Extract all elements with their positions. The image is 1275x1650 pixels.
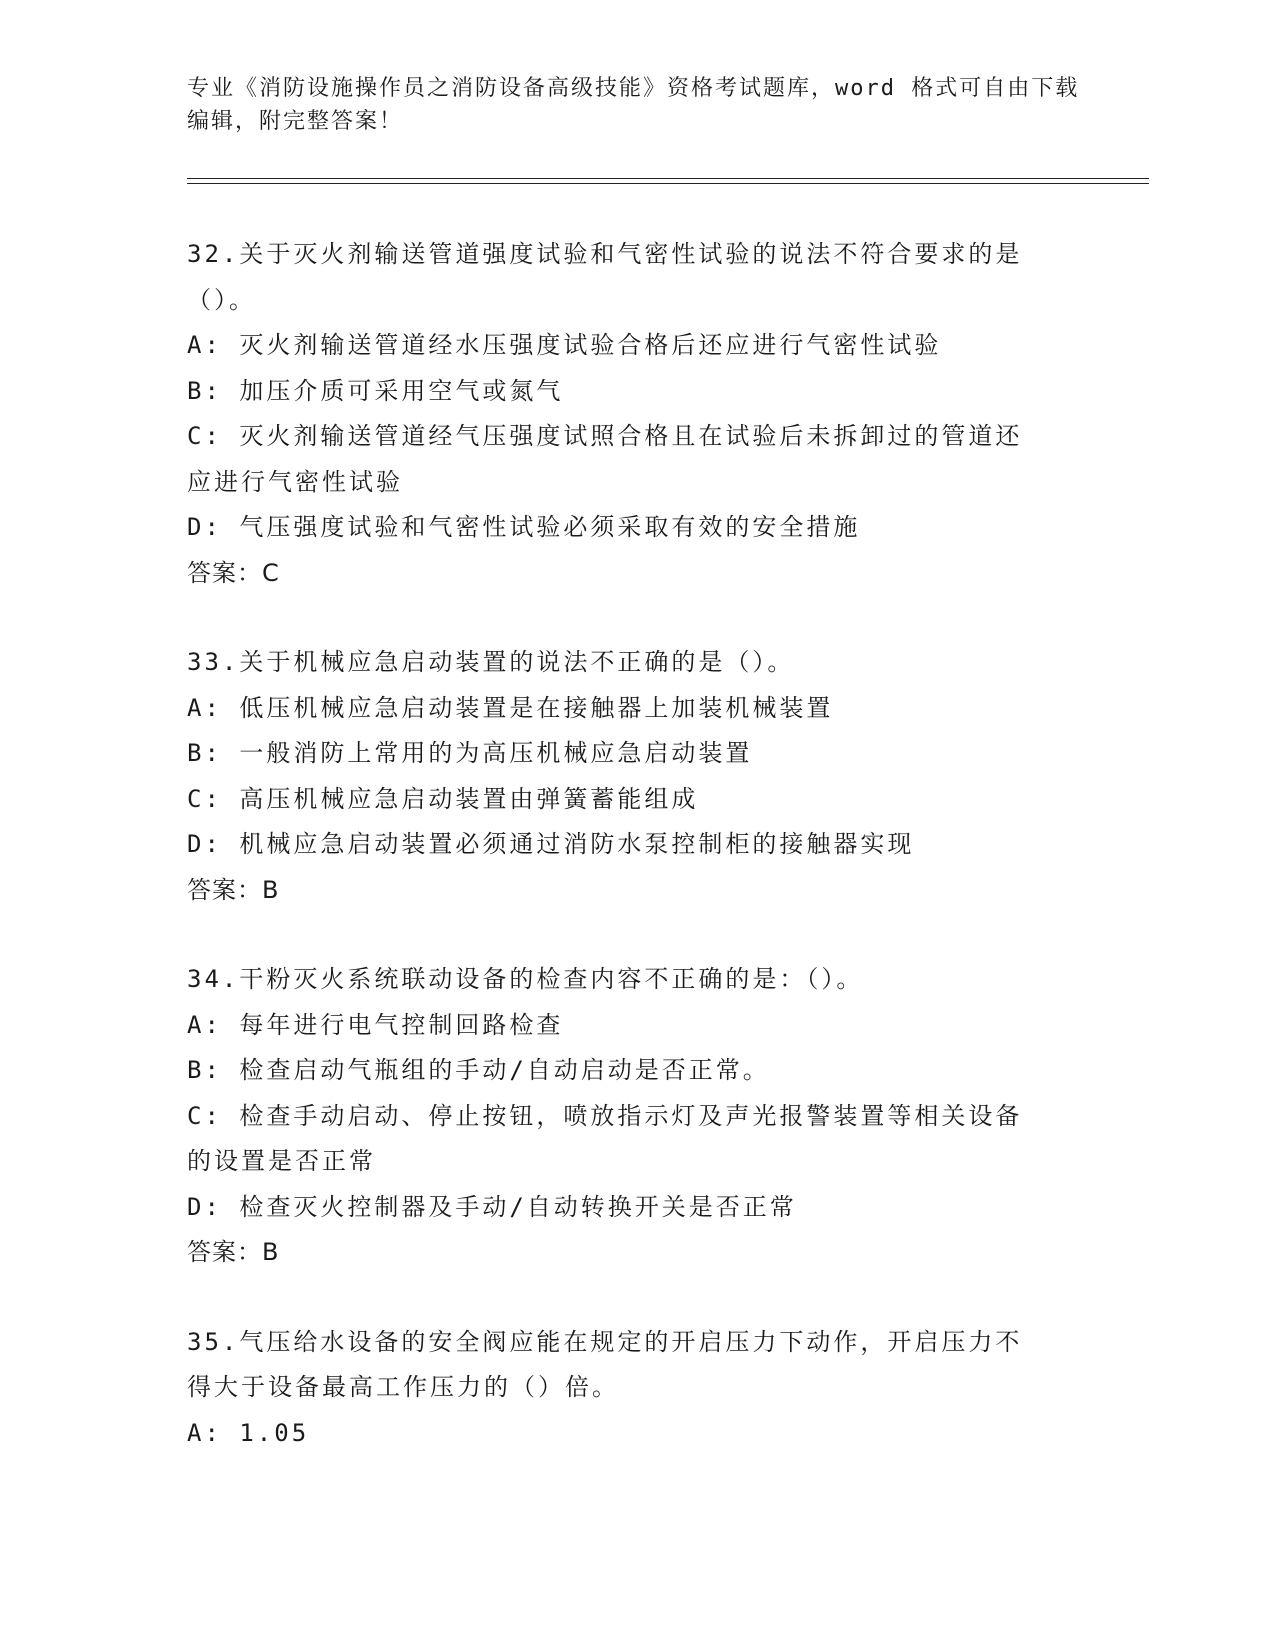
question-32 — [187, 232, 1087, 596]
option-a: A: 1.05 — [187, 1418, 310, 1447]
option-b: B: 加压介质可采用空气或氮气 — [187, 376, 564, 405]
option-a: A: 低压机械应急启动装置是在接触器上加装机械装置 — [187, 693, 834, 722]
question-34 — [187, 957, 1087, 1276]
option-a: A: 每年进行电气控制回路检查 — [187, 1010, 564, 1039]
answer-line: 答案：B — [187, 875, 280, 904]
question-stem-line: 34.干粉灭火系统联动设备的检查内容不正确的是：（）。 — [187, 965, 864, 993]
option-b: B: 检查启动气瓶组的手动/自动启动是否正常。 — [187, 1056, 770, 1084]
option-b: B: 一般消防上常用的为高压机械应急启动装置 — [187, 739, 753, 767]
question-stem-line: 35.气压给水设备的安全阀应能在规定的开启压力下动作，开启压力不 — [187, 1327, 1023, 1356]
answer-line: 答案：C — [187, 558, 280, 587]
option-c: C: 检查手动启动、停止按钮，喷放指示灯及声光报警装置等相关设备 — [187, 1101, 1023, 1130]
question-stem-line: （）。 — [187, 285, 256, 314]
answer-line: 答案：B — [187, 1238, 280, 1266]
option-a: A: 灭火剂输送管道经水压强度试验合格后还应进行气密性试验 — [187, 331, 942, 359]
option-c-continued: 应进行气密性试验 — [187, 467, 403, 496]
option-c: C: 高压机械应急启动装置由弹簧蓄能组成 — [187, 784, 699, 813]
header-divider-bottom — [187, 183, 1149, 184]
question-33 — [187, 640, 1087, 913]
question-stem-line: 32.关于灭火剂输送管道强度试验和气密性试验的说法不符合要求的是 — [187, 240, 1023, 268]
header-text: 专业《消防设施操作员之消防设备高级技能》资格考试题库，word 格式可自由下载编辑，附完整答案！ — [187, 76, 1080, 134]
header-divider-top — [187, 178, 1149, 179]
question-35 — [187, 1320, 1087, 1457]
question-list — [187, 232, 1087, 1500]
option-d: D: 检查灭火控制器及手动/自动转换开关是否正常 — [187, 1192, 797, 1221]
option-c-continued: 的设置是否正常 — [187, 1147, 376, 1175]
question-stem-line: 33.关于机械应急启动装置的说法不正确的是（）。 — [187, 648, 795, 676]
option-c: C: 灭火剂输送管道经气压强度试照合格且在试验后未拆卸过的管道还 — [187, 422, 1023, 450]
option-d: D: 机械应急启动装置必须通过消防水泵控制柜的接触器实现 — [187, 830, 915, 858]
option-d: D: 气压强度试验和气密性试验必须采取有效的安全措施 — [187, 513, 861, 541]
document-header — [187, 72, 1087, 138]
question-stem-line: 得大于设备最高工作压力的（）倍。 — [187, 1373, 619, 1401]
